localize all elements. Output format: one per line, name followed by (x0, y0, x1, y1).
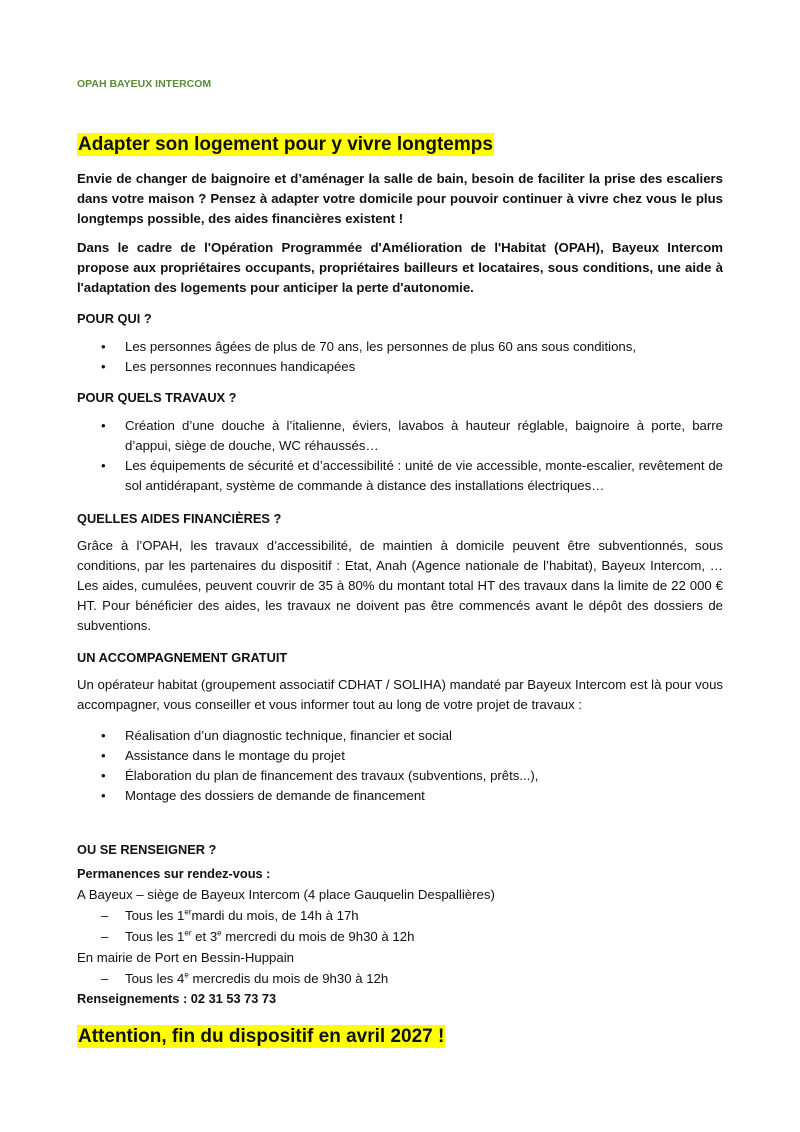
schedule-text: Tous les 1 (125, 929, 185, 944)
list-item-text: Les personnes âgées de plus de 70 ans, les personnes de plus 60 ans sous conditions, (125, 339, 636, 354)
superscript: er (184, 907, 192, 917)
renseigner-heading: OU SE RENSEIGNER ? (77, 842, 217, 857)
aides-heading: QUELLES AIDES FINANCIÈRES ? (77, 511, 282, 526)
travaux-list (77, 416, 723, 496)
list-item (77, 726, 723, 746)
list-item-text: Réalisation d’un diagnostic technique, financier et social (125, 728, 452, 743)
superscript: er (184, 928, 192, 938)
accompagnement-section (77, 650, 723, 806)
schedule-item (77, 926, 723, 947)
accompagnement-heading: UN ACCOMPAGNEMENT GRATUIT (77, 650, 288, 665)
schedule-text: mardi du mois, de 14h à 17h (191, 908, 359, 923)
list-item (77, 357, 723, 377)
aides-paragraph: Grâce à l’OPAH, les travaux d’accessibilité, de maintien à domicile peuvent être subventionnés, sous conditions, par les partenaires du dispositif : Etat, Anah (Agence nationale de l’habitat), Bayeux Intercom, … Les aides, cumulées, peuvent couvrir de 35 à 80% du montant total HT des travaux dans la limite de 22 000 € HT. Pour bénéficier des aides, les travaux ne doivent pas être commencés avant le dépôt des dossiers de subventions. (77, 538, 723, 633)
schedule-text: et 3 (191, 929, 218, 944)
intro-paragraph-2: Dans le cadre de l'Opération Programmée d'Amélioration de l'Habitat (OPAH), Bayeux Intercom propose aux propriétaires occupants, propriétaires bailleurs et locataires, sous conditions, une aide à l'adaptation des logements pour anticiper la perte d'autonomie. (77, 240, 723, 295)
list-item-text: Assistance dans le montage du projet (125, 748, 345, 763)
contact-phone: Renseignements : 02 31 53 73 73 (77, 991, 277, 1006)
list-item-text: Les équipements de sécurité et d’accessibilité : unité de vie accessible, monte-escalier, revêtement de sol antidérapant, système de commande à distance des installations électriques… (125, 458, 723, 493)
aides-section (77, 511, 723, 636)
list-item (77, 786, 723, 806)
bullet-icon: • (101, 788, 106, 803)
travaux-heading: POUR QUELS TRAVAUX ? (77, 390, 237, 405)
location-port-schedule (77, 968, 723, 989)
end-notice-highlight: Attention, fin du dispositif en avril 2027 ! (78, 1026, 445, 1047)
bullet-icon: • (101, 418, 106, 433)
superscript: e (217, 928, 222, 938)
bullet-icon: • (101, 748, 106, 763)
accompagnement-list (77, 726, 723, 806)
intro-section (77, 169, 723, 298)
list-item-text: Élaboration du plan de financement des travaux (subventions, prêts...), (125, 768, 539, 783)
permanences-subheading: Permanences sur rendez-vous : (77, 866, 271, 881)
list-item (77, 456, 723, 496)
list-item-text: Création d’une douche à l’italienne, éviers, lavabos à hauteur réglable, baignoire à porte, barre d’appui, siège de douche, WC réhaussés… (125, 418, 723, 453)
intro-paragraph-1: Envie de changer de baignoire et d’aménager la salle de bain, besoin de faciliter la prise des escaliers dans votre maison ? Pensez à adapter votre domicile pour pouvoir continuer à vivre chez vous le plus longtemps possible, des aides financières existent ! (77, 171, 723, 226)
schedule-item (77, 905, 723, 926)
title-highlight: Adapter son logement pour y vivre longtemps (78, 134, 493, 155)
bullet-icon: • (101, 458, 106, 473)
bullet-icon: • (101, 728, 106, 743)
list-item (77, 337, 723, 357)
document-title (77, 134, 494, 156)
accompagnement-paragraph: Un opérateur habitat (groupement associatif CDHAT / SOLIHA) mandaté par Bayeux Intercom est là pour vous accompagner, vous conseiller et vous informer tout au long de votre projet de travaux : (77, 677, 724, 712)
list-item-text: Montage des dossiers de demande de financement (125, 788, 425, 803)
pour-qui-heading: POUR QUI ? (77, 311, 152, 326)
travaux-section (77, 390, 723, 496)
schedule-text: mercredi du mois de 9h30 à 12h (221, 929, 415, 944)
bullet-icon: • (101, 339, 106, 354)
pour-qui-list (77, 337, 723, 377)
list-item (77, 746, 723, 766)
superscript: e (184, 970, 189, 980)
pour-qui-section (77, 311, 723, 377)
list-item-text: Les personnes reconnues handicapées (125, 359, 356, 374)
schedule-item (77, 968, 723, 989)
end-notice (77, 1026, 723, 1048)
schedule-text: Tous les 4 (125, 971, 185, 986)
location-port-en-bessin: En mairie de Port en Bessin-Huppain (77, 950, 294, 965)
document-header: OPAH BAYEUX INTERCOM (77, 78, 212, 90)
schedule-text: Tous les 1 (125, 908, 185, 923)
location-bayeux-schedule (77, 905, 723, 947)
list-item (77, 416, 723, 456)
dash-icon: – (101, 908, 109, 923)
dash-icon: – (101, 929, 109, 944)
renseigner-section (77, 842, 723, 1006)
dash-icon: – (101, 971, 109, 986)
bullet-icon: • (101, 359, 106, 374)
bullet-icon: • (101, 768, 106, 783)
location-bayeux: A Bayeux – siège de Bayeux Intercom (4 place Gauquelin Despallières) (77, 887, 495, 902)
schedule-text: mercredis du mois de 9h30 à 12h (188, 971, 389, 986)
list-item (77, 766, 723, 786)
